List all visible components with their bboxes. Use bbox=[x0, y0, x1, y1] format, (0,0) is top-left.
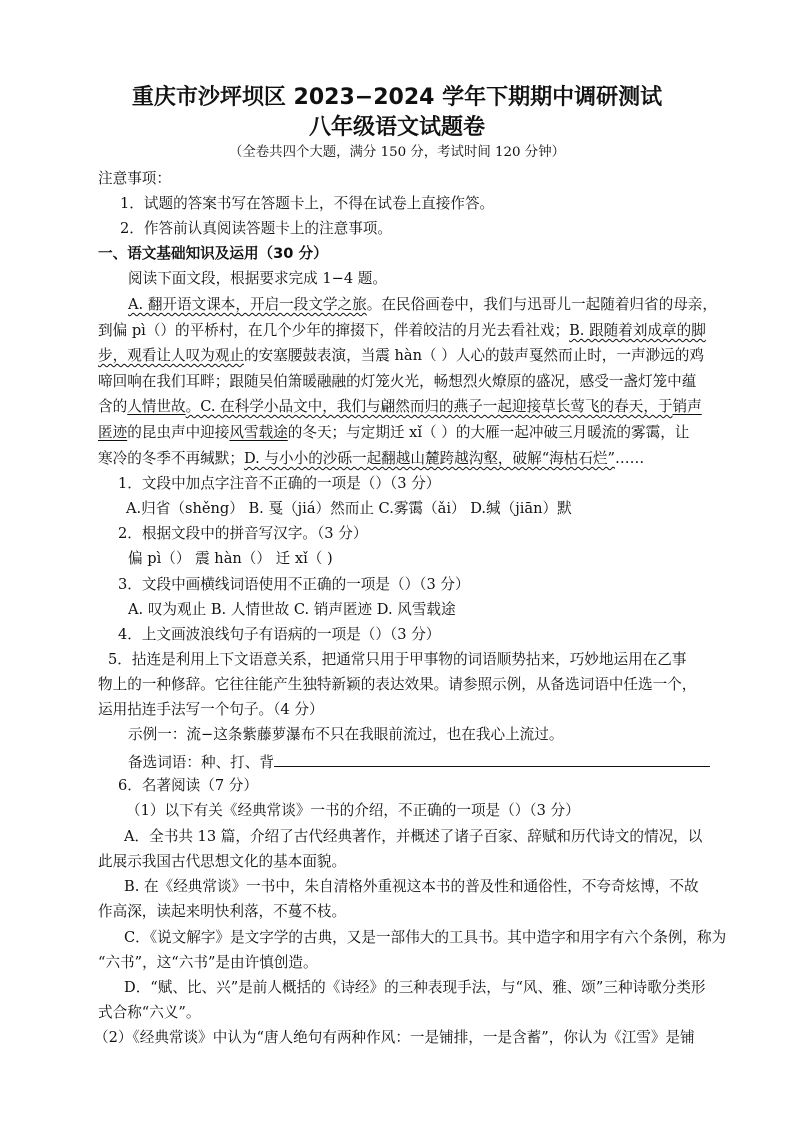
section-heading: 一、语文基础知识及运用（30 分） bbox=[98, 245, 328, 262]
question-5-choices-row bbox=[128, 750, 710, 773]
question-5-choices: 备选词语：种、打、背 bbox=[128, 754, 274, 771]
exam-subject-title: 八年级语文试题卷 bbox=[308, 115, 485, 140]
passage-text: 的冬天；与定期迁 xǐ（ ）的大雁一起冲破三月暖流的雾霭，让 bbox=[287, 424, 690, 441]
passage-text: 含的 bbox=[98, 398, 128, 415]
passage-text: 。在民俗画卷中，我们与迅哥儿一起随着归省的母亲， bbox=[366, 296, 717, 313]
question-3-options: A. 叹为观止 B. 人情世故 C. 销声匿迹 D. 风雪载途 bbox=[128, 601, 456, 618]
sentence-d: D. 与小小的沙砾一起翻越山麓跨越沟壑，破解“海枯石烂” bbox=[243, 450, 615, 467]
sentence-a: A. 翻开语文课本，开启一段文学之旅 bbox=[128, 296, 367, 313]
question-2: 2．根据文段中的拼音写汉字。（3 分） bbox=[118, 525, 368, 542]
note-item-2: 2．作答前认真阅读答题卡上的注意事项。 bbox=[120, 220, 392, 237]
passage-line-5 bbox=[98, 397, 702, 417]
passage-line-2 bbox=[98, 321, 706, 341]
option-c-line-2: “六书”，这“六书”是由许慎创造。 bbox=[98, 954, 318, 971]
question-5-example: 示例一：流−这条紫藤萝瀑布不只在我眼前流过，也在我心上流过。 bbox=[128, 726, 564, 743]
exam-info: （全卷共四个大题，满分 150 分，考试时间 120 分钟） bbox=[229, 145, 565, 160]
passage-line-1 bbox=[128, 295, 717, 315]
underlined-term-xiaosheng-end: 匿迹 bbox=[98, 424, 128, 441]
passage-line-3 bbox=[98, 346, 704, 366]
passage-text: 寒冷的冬季不再缄默； bbox=[98, 450, 244, 467]
underlined-term-xiaosheng-start: 销声 bbox=[672, 398, 702, 415]
question-2-blanks: 偏 pì（） 震 hàn（） 迁 xǐ（ ) bbox=[128, 550, 333, 567]
question-6: 6．名著阅读（7 分） bbox=[118, 777, 258, 794]
option-d-line-1: D．“赋、比、兴”是前人概括的《诗经》的三种表现手法，与“风、雅、颂”三种诗歌分类形 bbox=[124, 979, 706, 996]
option-a-line-1: A．全书共 13 篇，介绍了古代经典著作，并概述了诸子百家、辞赋和历代诗文的情况，以 bbox=[124, 828, 703, 845]
question-5-line-3: 运用拈连手法写一个句子。（4 分） bbox=[98, 701, 324, 718]
option-b-line-1: B. 在《经典常谈》一书中，朱自清格外重视这本书的普及性和通俗性，不夸奇炫博，不故 bbox=[124, 878, 699, 895]
question-6-part-2: （2）《经典常谈》中认为“唐人绝句有两种作风：一是铺排，一是含蓄”，你认为《江雪》是铺 bbox=[94, 1029, 695, 1046]
question-5-line-2: 物上的一种修辞。它往往能产生独特新颖的表达效果。请参照示例，从备选词语中任选一个， bbox=[98, 676, 697, 693]
question-4: 4．上文画波浪线句子有语病的一项是（）（3 分） bbox=[118, 626, 441, 643]
exam-title: 重庆市沙坪坝区 2023−2024 学年下期期中调研测试 bbox=[131, 85, 663, 110]
underlined-term-renqing: 人情世故 bbox=[127, 398, 186, 415]
passage-line-6 bbox=[98, 423, 689, 443]
question-1-options: A.归省（shěng） B. 戛（jiá）然而止 C.雾霭（ǎi） D.缄（jiān）默 bbox=[126, 500, 572, 517]
sentence-b-end: 步，观看让人叹为观止 bbox=[98, 347, 244, 364]
option-d-line-2: 式合称“六义”。 bbox=[98, 1004, 201, 1021]
passage-line-7 bbox=[98, 449, 644, 469]
passage-text: …… bbox=[615, 450, 645, 467]
option-a-line-2: 此展示我国古代思想文化的基本面貌。 bbox=[98, 853, 347, 870]
question-3: 3．文段中画横线词语使用不正确的一项是（）（3 分） bbox=[118, 576, 470, 593]
answer-blank-line[interactable] bbox=[274, 750, 710, 767]
notes-heading: 注意事项： bbox=[98, 170, 171, 187]
question-6-part-1: （1）以下有关《经典常谈》一书的介绍，不正确的一项是（）（3 分） bbox=[126, 802, 580, 819]
question-5-line-1: 5．拈连是利用上下文语意关系，把通常只用于甲事物的词语顺势拈来，巧妙地运用在乙事 bbox=[108, 651, 687, 668]
question-1: 1．文段中加点字注音不正确的一项是（）（3 分） bbox=[118, 475, 441, 492]
passage-line-4: 啼回响在我们耳畔；跟随吴伯箫暖融融的灯笼火光，畅想烈火燎原的盛况，感受一盏灯笼中蕴 bbox=[98, 373, 697, 390]
note-item-1: 1．试题的答案书写在答题卡上，不得在试卷上直接作答。 bbox=[120, 195, 495, 212]
sentence-c: 。C. 在科学小品文中，我们与翩然而归的燕子一起迎接草长莺飞的春天，于 bbox=[185, 398, 673, 415]
section-intro: 阅读下面文段，根据要求完成 1−4 题。 bbox=[128, 270, 387, 287]
passage-text: 的安塞腰鼓表演，当震 hàn（ ）人心的鼓声戛然而止时，一声渺远的鸡 bbox=[243, 347, 704, 364]
option-c-line-1: C．《说文解字》是文字学的古典，又是一部伟大的工具书。其中造字和用字有六个条例，称为 bbox=[124, 929, 727, 946]
sentence-b-start: B. 跟随着刘成章的脚 bbox=[569, 322, 706, 339]
option-b-line-2: 作高深，读起来明快利落，不蔓不枝。 bbox=[98, 903, 347, 920]
passage-text: 到偏 pì（）的平桥村，在几个少年的撺掇下，伴着皎洁的月光去看社戏； bbox=[98, 322, 570, 339]
passage-text: 的昆虫声中迎接 bbox=[127, 424, 230, 441]
underlined-term-fengxue: 风雪载途 bbox=[229, 424, 288, 441]
